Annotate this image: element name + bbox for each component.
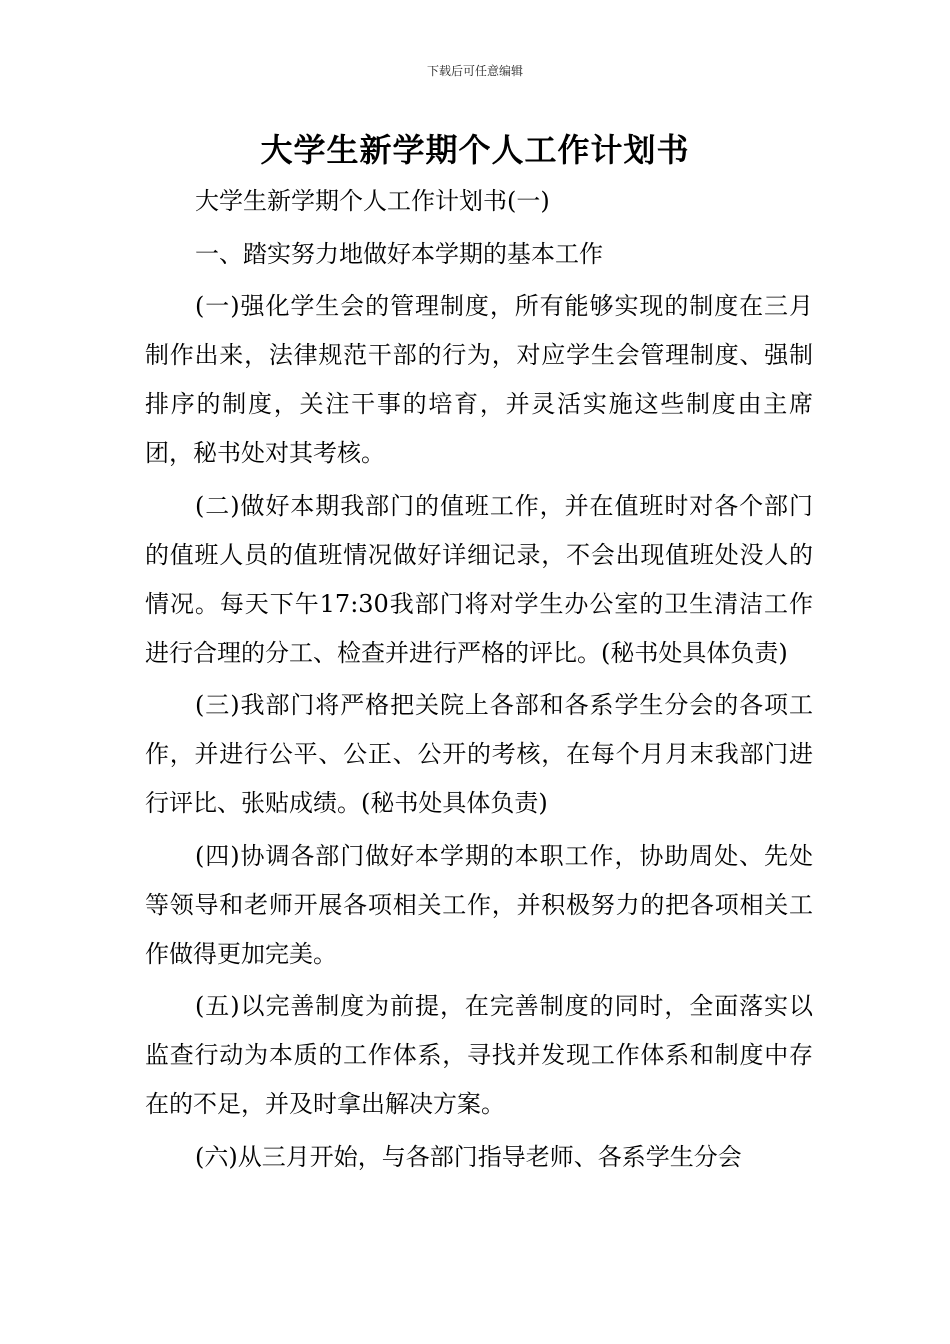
- paragraph-item-5: (五)以完善制度为前提，在完善制度的同时，全面落实以监查行动为本质的工作体系，寻找并发现工作体系和制度中存在的不足，并及时拿出解决方案。: [145, 992, 813, 1118]
- paragraph-subtitle: 大学生新学期个人工作计划书(一): [195, 187, 550, 215]
- paragraph-item-3: (三)我部门将严格把关院上各部和各系学生分会的各项工作，并进行公平、公正、公开的考核，在每个月月末我部门进行评比、张贴成绩。(秘书处具体负责): [145, 691, 813, 817]
- paragraph-item-4: (四)协调各部门做好本学期的本职工作，协助周处、先处等领导和老师开展各项相关工作，并积极努力的把各项相关工作做得更加完美。: [145, 841, 813, 968]
- paragraph-section-heading: 一、踏实努力地做好本学期的基本工作: [195, 239, 603, 268]
- document-body: [145, 177, 813, 1185]
- paragraph-item-2: (二)做好本期我部门的值班工作，并在值班时对各个部门的值班人员的值班情况做好详细记录，不会出现值班处没人的情况。每天下午17:30我部门将对学生办公室的卫生清洁工作进行合理的分工、检查并进行严格的评比。(秘书处具体负责): [145, 491, 813, 667]
- document-title: 大学生新学期个人工作计划书: [260, 131, 690, 169]
- header-note: 下载后可任意编辑: [426, 64, 523, 78]
- paragraph-item-1: (一)强化学生会的管理制度，所有能够实现的制度在三月制作出来，法律规范干部的行为，对应学生会管理制度、强制排序的制度，关注干事的培育，并灵活实施这些制度由主席团，秘书处对其考核。: [145, 292, 813, 467]
- paragraph-item-6: (六)从三月开始，与各部门指导老师、各系学生分会: [195, 1142, 742, 1171]
